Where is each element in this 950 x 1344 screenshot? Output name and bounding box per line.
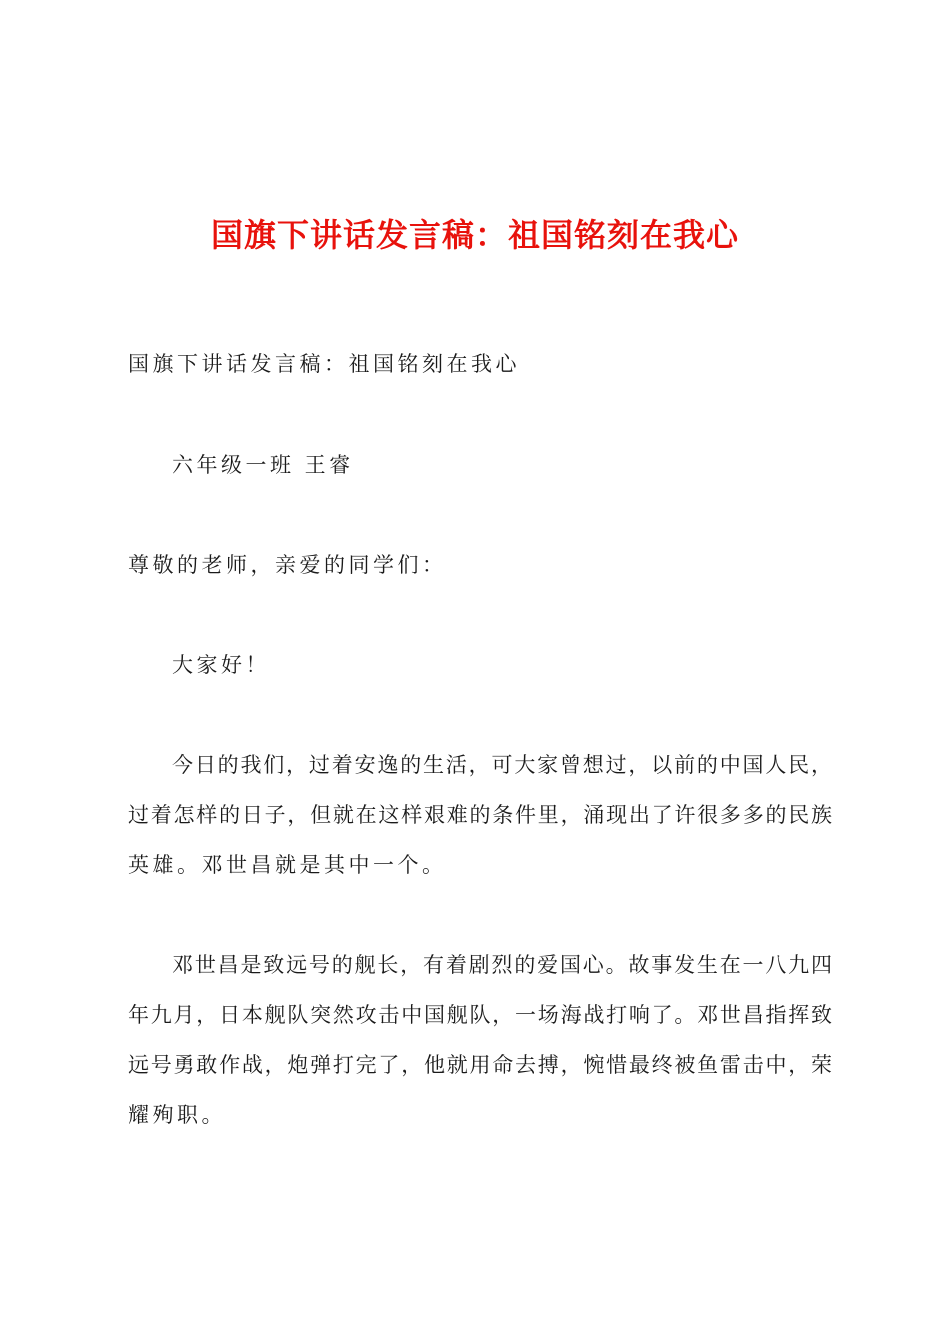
paragraph-line: 耀殉职。 (128, 1103, 226, 1127)
document-title: 国旗下讲话发言稿：祖国铭刻在我心 (210, 216, 739, 254)
paragraph-line: 邓世昌是致远号的舰长，有着剧烈的爱国心。故事发生在一八九四 (172, 953, 832, 977)
author-line: 六年级一班 王睿 (172, 453, 354, 477)
hello-line: 大家好！ (172, 653, 270, 677)
paragraph-line: 年九月，日本舰队突然攻击中国舰队，一场海战打响了。邓世昌指挥致 (128, 1003, 832, 1027)
document-subtitle: 国旗下讲话发言稿：祖国铭刻在我心 (128, 352, 520, 376)
greeting-line: 尊敬的老师，亲爱的同学们： (128, 553, 447, 577)
paragraph-line: 过着怎样的日子，但就在这样艰难的条件里，涌现出了许很多多的民族 (128, 803, 832, 827)
paragraph-line: 今日的我们，过着安逸的生活，可大家曾想过，以前的中国人民， (172, 753, 832, 777)
paragraph-line: 英雄。邓世昌就是其中一个。 (128, 853, 447, 877)
paragraph-line: 远号勇敢作战，炮弹打完了，他就用命去搏，惋惜最终被鱼雷击中，荣 (128, 1053, 832, 1077)
